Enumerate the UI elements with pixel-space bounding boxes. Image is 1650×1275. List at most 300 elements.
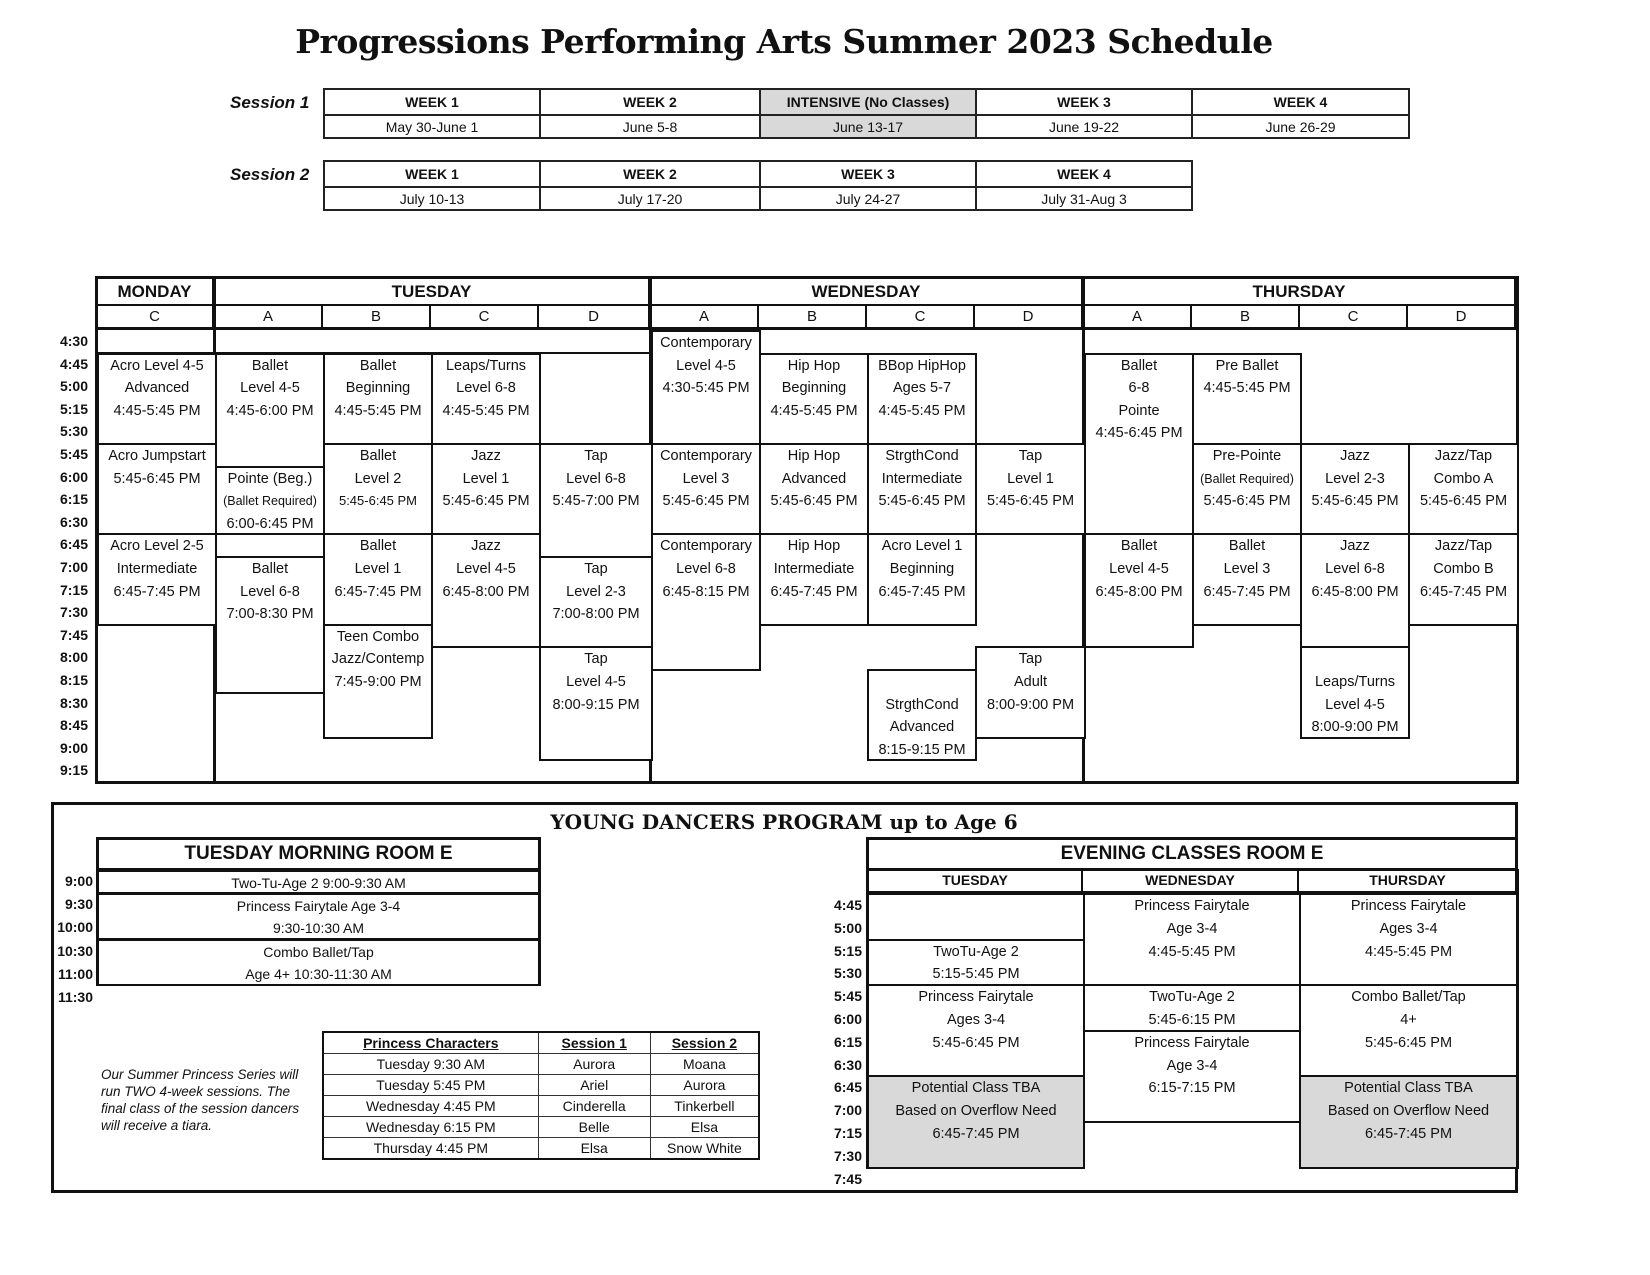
class-line: Pre-Pointe: [1212, 448, 1282, 464]
class-line: 6:45-7:45 PM: [113, 583, 201, 600]
time-label: 5:45: [833, 988, 862, 1005]
class-line: Pointe: [1118, 402, 1160, 419]
week-name: WEEK 2: [541, 90, 759, 116]
class-line: Ages 3-4: [946, 1011, 1006, 1028]
time-label: 5:15: [59, 400, 88, 417]
time-label: 7:45: [833, 1170, 862, 1187]
week-dates: June 26-29: [1265, 119, 1336, 135]
class-block: [1192, 353, 1302, 445]
class-line: Ages 5-7: [892, 380, 952, 397]
class-block: [759, 353, 869, 445]
time-label: 7:00: [59, 559, 88, 575]
class-line: Potential Class TBA: [1344, 1080, 1473, 1097]
time-label: 4:45: [59, 355, 88, 372]
week-name: WEEK 3: [977, 90, 1191, 116]
evening-class: [866, 939, 1085, 987]
class-line: 6:45-7:45 PM: [1419, 583, 1508, 600]
class-line: Advanced: [124, 380, 190, 397]
class-line: Jazz: [1340, 448, 1370, 464]
class-line: Level 2: [354, 470, 402, 487]
class-line: Level 1: [1007, 470, 1054, 487]
class-line: 4:45-5:45 PM: [878, 402, 966, 419]
class-line: Beginning: [781, 380, 847, 397]
class-line: 4:45-5:45 PM: [1364, 943, 1453, 960]
class-line: Princess Fairytale Age 3-4: [236, 898, 401, 914]
table-cell: Tuesday 5:45 PM: [323, 1075, 538, 1096]
table-cell: Ariel: [538, 1075, 650, 1096]
time-label: 8:00: [59, 649, 88, 666]
class-line: Ballet: [359, 357, 397, 374]
room-header: D: [539, 306, 651, 330]
class-line: Jazz/Tap: [1434, 538, 1493, 555]
time-label: 4:45: [833, 897, 862, 913]
class-line: StrgthCond: [885, 448, 959, 464]
class-line: Intermediate: [116, 560, 198, 577]
session-label: Session 1: [230, 93, 310, 112]
class-block: [215, 353, 325, 468]
room-header: C: [97, 306, 215, 330]
week-dates: June 19-22: [1048, 119, 1120, 135]
table-cell: Tuesday 9:30 AM: [323, 1054, 538, 1075]
class-line: 5:45-7:00 PM: [552, 493, 640, 510]
week-dates: July 17-20: [617, 191, 683, 207]
evening-day-header: TUESDAY: [866, 869, 1083, 894]
page-title: Progressions Performing Arts Summer 2023 Schedule: [295, 22, 1273, 61]
class-line: 5:15-5:45 PM: [932, 966, 1020, 983]
class-line: 6:45-8:00 PM: [1311, 583, 1399, 600]
class-line: Ballet: [251, 357, 289, 374]
class-line: Acro Level 2-5: [110, 538, 204, 555]
class-line: Tap: [584, 448, 608, 464]
week-name: WEEK 2: [541, 162, 759, 188]
class-line: Jazz: [471, 448, 501, 464]
class-line: Adult: [1013, 673, 1048, 690]
class-block: [1084, 353, 1194, 536]
class-line: Ballet: [1120, 538, 1158, 555]
class-line: Based on Overflow Need: [1327, 1103, 1490, 1120]
class-line: 6:45-8:15 PM: [662, 583, 750, 600]
time-label: 9:00: [59, 739, 88, 756]
class-line: Jazz/Tap: [1434, 448, 1493, 464]
room-header: B: [323, 306, 431, 330]
class-line: 6:45-7:45 PM: [770, 583, 858, 600]
class-line: Hip Hop: [787, 448, 841, 464]
room-header: B: [1192, 306, 1300, 330]
class-line: Intermediate: [773, 560, 855, 577]
class-block: [867, 443, 977, 535]
class-block: [975, 646, 1086, 738]
class-line: Level 6-8: [566, 470, 626, 487]
class-line: Level 6-8: [676, 560, 736, 577]
week-dates: May 30-June 1: [385, 119, 479, 135]
class-line: Ages 3-4: [1379, 920, 1438, 937]
time-label: 5:00: [59, 378, 88, 395]
day-header-monday: MONDAY: [97, 279, 215, 306]
week-name: INTENSIVE (No Classes): [761, 90, 975, 116]
morning-class: [96, 870, 541, 894]
class-line: Level 6-8: [456, 380, 516, 397]
class-line: Potential Class TBA: [911, 1080, 1041, 1097]
class-line: 7:45-9:00 PM: [334, 673, 422, 690]
class-line: Princess Fairytale: [1350, 898, 1467, 914]
class-line: Contemporary: [660, 335, 752, 351]
class-line: Tap: [584, 651, 608, 668]
class-block: [867, 533, 977, 625]
evening-class: [1299, 984, 1519, 1077]
class-line: Intermediate: [881, 470, 963, 487]
class-line: Level 1: [462, 470, 510, 487]
week-cell: [975, 160, 1193, 211]
class-line: 5:45-6:45 PM: [113, 470, 201, 487]
room-header: D: [975, 306, 1084, 330]
class-line: Pointe (Beg.): [227, 470, 313, 487]
class-line: Combo A: [1433, 470, 1494, 487]
class-block: [651, 330, 761, 445]
young-dancers-title: YOUNG DANCERS PROGRAM up to Age 6: [550, 810, 1018, 834]
class-line: 4:45-5:45 PM: [770, 402, 858, 419]
evening-class: [866, 984, 1085, 1077]
time-label: 6:30: [59, 513, 88, 530]
class-line: 4:30-5:45 PM: [662, 380, 750, 397]
time-label: 9:15: [59, 762, 88, 779]
class-block: [651, 533, 761, 671]
class-line: Level 6-8: [1325, 560, 1385, 577]
class-line: Advanced: [781, 470, 847, 487]
week-name: WEEK 3: [761, 162, 975, 188]
class-line: 6:45-7:45 PM: [1364, 1125, 1453, 1142]
time-label: 6:45: [833, 1079, 862, 1096]
table-cell: Thursday 4:45 PM: [323, 1138, 538, 1160]
class-line: Level 3: [1223, 560, 1271, 577]
class-block: [1192, 443, 1302, 535]
table-cell: Moana: [650, 1054, 759, 1075]
class-block: [1300, 646, 1410, 738]
class-block: [431, 443, 541, 535]
class-block: [431, 533, 541, 648]
class-line: 8:00-9:00 PM: [986, 696, 1075, 713]
evening-class: [1083, 1030, 1301, 1123]
class-block: [1408, 533, 1519, 625]
class-line: 6:45-7:45 PM: [878, 583, 966, 600]
table-header: Princess Characters: [323, 1032, 538, 1054]
class-line: 6:00-6:45 PM: [226, 515, 314, 532]
class-line: 6:45-8:00 PM: [1095, 583, 1183, 600]
class-line: 5:45-6:45 PM: [932, 1034, 1020, 1051]
class-line: Level 2-3: [566, 583, 626, 600]
evening-day-header: THURSDAY: [1299, 869, 1519, 894]
week-cell: [759, 160, 977, 211]
evening-class: [1083, 893, 1301, 986]
class-line: 6:45-8:00 PM: [442, 583, 530, 600]
class-line: Level 4-5: [566, 673, 626, 690]
class-line: 4:45-5:45 PM: [334, 402, 422, 419]
week-name: WEEK 1: [325, 90, 539, 116]
class-line: TwoTu-Age 2: [933, 943, 1019, 960]
class-line: 4:45-5:45 PM: [113, 402, 201, 419]
class-line: 5:45-6:45 PM: [986, 493, 1075, 510]
week-cell: [323, 88, 541, 139]
class-line: Hip Hop: [787, 538, 841, 555]
morning-class: [96, 893, 541, 940]
class-line: Level 2-3: [1325, 470, 1385, 487]
time-label: 6:30: [833, 1056, 862, 1073]
class-line: Combo Ballet/Tap: [1351, 989, 1466, 1006]
class-line: Age 3-4: [1166, 920, 1218, 937]
class-line: StrgthCond: [885, 696, 959, 713]
table-row: [323, 1096, 759, 1117]
class-line: 4:45-5:45 PM: [442, 402, 530, 419]
class-line: Combo Ballet/Tap: [263, 944, 374, 960]
week-name: WEEK 1: [325, 162, 539, 188]
week-dates: June 13-17: [832, 119, 904, 135]
evening-class: [866, 1075, 1085, 1168]
class-line: Level 4-5: [456, 560, 516, 577]
week-dates: June 5-8: [622, 119, 678, 135]
class-line: Level 4-5: [240, 380, 300, 397]
class-block: [759, 443, 869, 535]
time-label: 8:15: [59, 672, 88, 688]
table-cell: Wednesday 4:45 PM: [323, 1096, 538, 1117]
class-line: Ballet: [251, 561, 289, 577]
class-line: 5:45-6:45 PM: [1419, 493, 1508, 510]
class-line: 9:30-10:30 AM: [272, 920, 365, 936]
class-line: Level 6-8: [240, 583, 300, 600]
class-line: 6:45-7:45 PM: [932, 1125, 1020, 1142]
class-line: 4:45-6:00 PM: [226, 402, 314, 419]
week-dates: July 31-Aug 3: [1041, 191, 1127, 207]
session-label: Session 2: [230, 165, 310, 184]
room-header: C: [431, 306, 539, 330]
class-line: Ballet: [359, 538, 397, 555]
class-block: [323, 533, 433, 625]
class-line: Acro Level 4-5: [110, 357, 204, 374]
class-block: [539, 646, 653, 761]
evening-class: [866, 893, 1085, 941]
time-label: 7:45: [59, 626, 88, 643]
class-block: [1084, 533, 1194, 648]
time-label: 5:30: [833, 965, 862, 982]
class-line: 4+: [1400, 1011, 1417, 1028]
class-line: 6:45-7:45 PM: [1203, 583, 1291, 600]
class-line: 8:00-9:00 PM: [1311, 719, 1399, 736]
room-header: A: [651, 306, 759, 330]
class-line: Level 4-5: [676, 357, 736, 374]
class-line: BBop HipHop: [878, 357, 966, 374]
class-line: 8:15-9:15 PM: [878, 741, 966, 758]
week-name: WEEK 4: [1193, 90, 1408, 116]
class-line: 5:45-6:45 PM: [878, 493, 966, 510]
class-line: Based on Overflow Need: [895, 1103, 1057, 1120]
evening-day-header: WEDNESDAY: [1083, 869, 1299, 894]
class-line: 5:45-6:45 PM: [662, 493, 750, 510]
class-line: Pre Ballet: [1215, 357, 1279, 374]
morning-class: [96, 939, 541, 986]
table-row: [323, 1138, 759, 1160]
week-dates: July 24-27: [835, 191, 901, 207]
princess-series-note: Our Summer Princess Series will run TWO 4-week sessions. The final class of the session dancers will receive a tiara.: [101, 1067, 300, 1133]
class-line: 8:00-9:15 PM: [552, 696, 640, 713]
room-header: A: [215, 306, 323, 330]
class-line: Level 1: [354, 560, 402, 577]
class-line: Princess Fairytale: [918, 989, 1034, 1006]
class-block: [1300, 533, 1410, 648]
class-line: Level 4-5: [1325, 696, 1385, 713]
class-line: Jazz/Contemp: [331, 651, 425, 668]
time-label: 6:00: [59, 468, 88, 485]
class-line: 5:45-6:45 PM: [338, 493, 418, 509]
time-label: 8:30: [59, 694, 88, 711]
week-dates: July 10-13: [399, 191, 465, 207]
table-header-row: [323, 1032, 759, 1054]
table-cell: Snow White: [650, 1138, 759, 1160]
time-label: 4:30: [59, 333, 88, 349]
time-label: 7:15: [59, 581, 88, 598]
class-line: Leaps/Turns: [1314, 673, 1396, 690]
week-cell: [759, 88, 977, 139]
class-line: Beginning: [345, 380, 411, 397]
time-label: 9:00: [64, 873, 93, 889]
class-line: (Ballet Required): [1200, 471, 1294, 486]
class-line: 5:45-6:45 PM: [1311, 493, 1399, 510]
class-block: [759, 533, 869, 625]
class-line: Tap: [1018, 651, 1043, 668]
class-line: Contemporary: [660, 538, 752, 555]
class-block: [1408, 443, 1519, 535]
week-cell: [1191, 88, 1410, 139]
evening-class: [1299, 1075, 1519, 1168]
class-line: Level 3: [682, 470, 730, 487]
time-label: 5:00: [833, 919, 862, 936]
class-block: [975, 443, 1086, 535]
class-line: Acro Level 1: [881, 538, 963, 555]
table-cell: Wednesday 6:15 PM: [323, 1117, 538, 1138]
table-cell: Aurora: [650, 1075, 759, 1096]
class-line: Level 4-5: [1109, 560, 1169, 577]
class-line: Combo B: [1433, 560, 1494, 577]
class-line: Two-Tu-Age 2 9:00-9:30 AM: [231, 875, 406, 891]
time-label: 7:30: [833, 1147, 862, 1164]
class-block: [539, 556, 653, 648]
day-header-tuesday: TUESDAY: [215, 279, 651, 306]
time-label: 5:45: [59, 446, 88, 462]
class-line: Princess Fairytale: [1134, 1034, 1250, 1051]
time-label: 7:30: [59, 604, 88, 621]
class-line: 7:00-8:30 PM: [226, 606, 314, 623]
class-line: 5:45-6:15 PM: [1148, 1011, 1236, 1028]
table-cell: Cinderella: [538, 1096, 650, 1117]
class-line: 7:00-8:00 PM: [552, 606, 640, 623]
table-cell: Tinkerbell: [650, 1096, 759, 1117]
class-line: Acro Jumpstart: [108, 448, 206, 464]
table-cell: Elsa: [538, 1138, 650, 1160]
time-label: 10:30: [57, 943, 93, 959]
week-cell: [539, 88, 761, 139]
class-line: 5:45-6:45 PM: [442, 493, 530, 510]
room-header: C: [1300, 306, 1408, 330]
table-row: [323, 1117, 759, 1138]
class-line: 6:15-7:15 PM: [1148, 1080, 1236, 1097]
room-header: A: [1084, 306, 1192, 330]
class-block: [215, 466, 325, 536]
class-block: [323, 353, 433, 445]
class-line: TwoTu-Age 2: [1149, 989, 1235, 1006]
table-cell: Aurora: [538, 1054, 650, 1075]
class-block: [1300, 443, 1410, 535]
class-line: Age 3-4: [1166, 1057, 1218, 1074]
evening-class: [1083, 984, 1301, 1032]
table-row: [323, 1054, 759, 1075]
evening-header: EVENING CLASSES ROOM E: [866, 837, 1518, 871]
time-label: 7:00: [833, 1102, 862, 1119]
time-label: 10:00: [57, 919, 93, 935]
class-line: Jazz: [471, 538, 501, 555]
class-line: Ballet: [1228, 538, 1266, 555]
class-line: Beginning: [889, 560, 955, 577]
time-label: 8:45: [59, 717, 88, 734]
class-line: Contemporary: [660, 448, 752, 464]
class-line: Tap: [1018, 448, 1043, 464]
time-label: 6:00: [833, 1011, 862, 1027]
table-cell: Elsa: [650, 1117, 759, 1138]
room-header: C: [867, 306, 975, 330]
class-line: Ballet: [1120, 357, 1158, 374]
time-label: 6:45: [59, 536, 88, 553]
class-line: 4:45-5:45 PM: [1148, 943, 1236, 960]
time-label: 6:15: [59, 491, 88, 508]
class-line: Hip Hop: [787, 357, 841, 374]
princess-characters-table: [322, 1031, 760, 1160]
class-line: 6:45-7:45 PM: [334, 583, 422, 600]
class-block: [323, 624, 433, 739]
class-line: Jazz: [1340, 538, 1370, 555]
table-row: [323, 1075, 759, 1096]
class-line: 4:45-6:45 PM: [1095, 425, 1183, 442]
table-header: Session 2: [650, 1032, 759, 1054]
morning-header: TUESDAY MORNING ROOM E: [96, 837, 541, 871]
class-block: [867, 353, 977, 445]
time-label: 9:30: [64, 896, 93, 912]
class-block: [539, 443, 653, 558]
week-cell: [975, 88, 1193, 139]
week-cell: [539, 160, 761, 211]
class-block: [97, 353, 217, 445]
evening-class: [1299, 893, 1519, 986]
day-header-thursday: THURSDAY: [1084, 279, 1517, 306]
class-block: [867, 669, 977, 761]
class-line: Advanced: [889, 719, 955, 736]
class-line: Leaps/Turns: [445, 357, 527, 374]
class-line: Age 4+ 10:30-11:30 AM: [245, 966, 392, 982]
class-line: 5:45-6:45 PM: [1364, 1034, 1453, 1051]
class-block: [97, 533, 217, 625]
class-line: 4:45-5:45 PM: [1203, 380, 1291, 397]
class-block: [1192, 533, 1302, 625]
class-block: [323, 443, 433, 535]
time-label: 6:15: [833, 1033, 862, 1050]
time-label: 11:00: [57, 966, 93, 982]
class-line: (Ballet Required): [223, 494, 317, 509]
class-line: Tap: [584, 561, 608, 577]
room-header: B: [759, 306, 867, 330]
class-block: [215, 556, 325, 694]
time-label: 11:30: [57, 989, 93, 1005]
table-cell: Belle: [538, 1117, 650, 1138]
class-block: [431, 353, 541, 445]
class-line: 6-8: [1128, 380, 1150, 397]
class-block: [651, 443, 761, 535]
time-label: 5:15: [833, 942, 862, 959]
class-line: 5:45-6:45 PM: [770, 493, 858, 510]
